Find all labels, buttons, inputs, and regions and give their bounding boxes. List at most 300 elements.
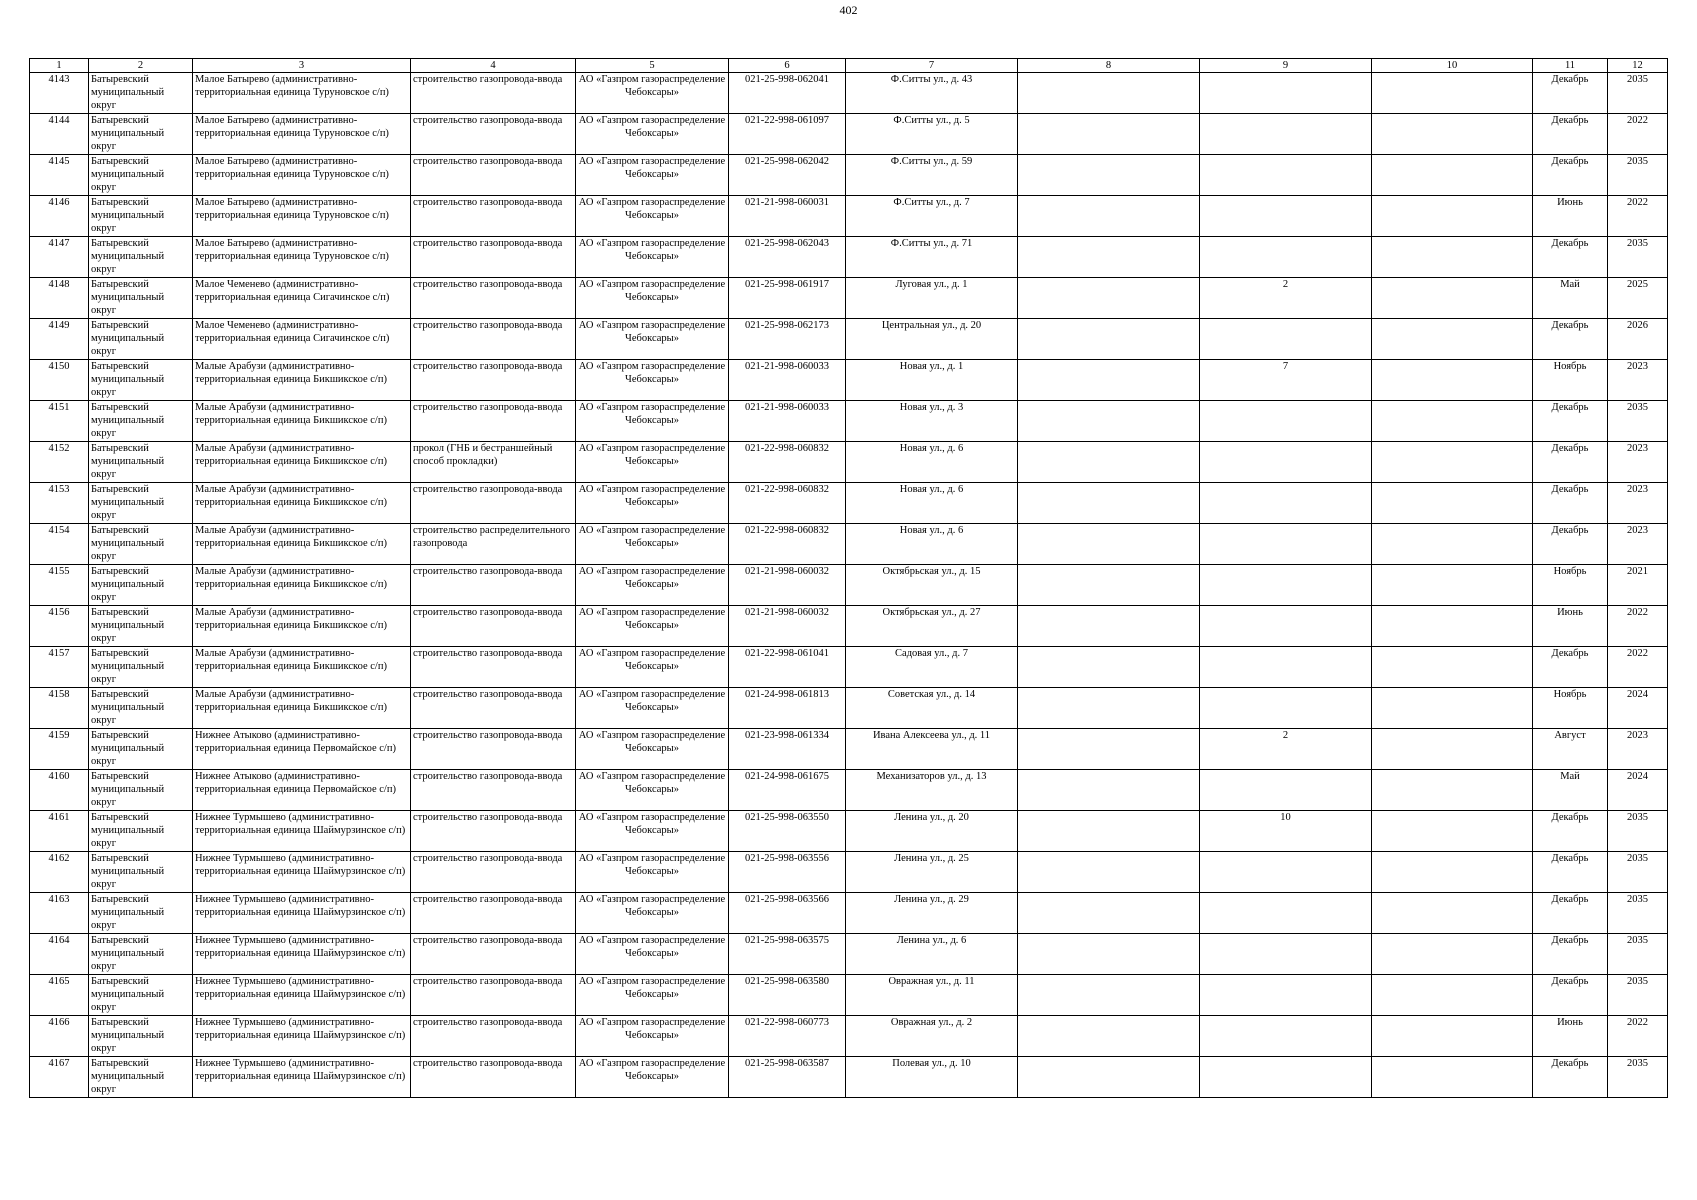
cell-row-number: 4157 (30, 647, 89, 688)
column-header-9: 9 (1200, 59, 1372, 73)
cell-year: 2022 (1608, 647, 1668, 688)
cell-work-type: строительство газопровода-ввода (411, 688, 576, 729)
cell-code: 021-21-998-060033 (729, 360, 846, 401)
cell-address: Новая ул., д. 1 (846, 360, 1018, 401)
table-row (30, 934, 1668, 975)
cell-col-9 (1200, 442, 1372, 483)
cell-code: 021-21-998-060031 (729, 196, 846, 237)
cell-settlement: Малые Арабузи (административно-территориальная единица Бикшикское с/п) (193, 401, 411, 442)
cell-address: Новая ул., д. 6 (846, 483, 1018, 524)
cell-organization: АО «Газпром газораспределение Чебоксары» (576, 647, 729, 688)
cell-district: Батыревский муниципальный округ (89, 893, 193, 934)
cell-code: 021-25-998-063580 (729, 975, 846, 1016)
cell-organization: АО «Газпром газораспределение Чебоксары» (576, 934, 729, 975)
cell-organization: АО «Газпром газораспределение Чебоксары» (576, 237, 729, 278)
cell-district: Батыревский муниципальный округ (89, 442, 193, 483)
cell-row-number: 4147 (30, 237, 89, 278)
cell-col-10 (1372, 237, 1533, 278)
cell-col-9 (1200, 852, 1372, 893)
cell-settlement: Малые Арабузи (административно-территориальная единица Бикшикское с/п) (193, 565, 411, 606)
table-row (30, 73, 1668, 114)
cell-row-number: 4165 (30, 975, 89, 1016)
cell-col-10 (1372, 852, 1533, 893)
cell-month: Декабрь (1533, 524, 1608, 565)
cell-address: Механизаторов ул., д. 13 (846, 770, 1018, 811)
cell-settlement: Малое Батырево (административно-территориальная единица Туруновское с/п) (193, 114, 411, 155)
cell-work-type: строительство распределительного газопровода (411, 524, 576, 565)
cell-code: 021-25-998-062173 (729, 319, 846, 360)
cell-address: Ленина ул., д. 6 (846, 934, 1018, 975)
cell-col-9 (1200, 1016, 1372, 1057)
cell-col-8 (1018, 1016, 1200, 1057)
cell-address: Полевая ул., д. 10 (846, 1057, 1018, 1098)
cell-row-number: 4144 (30, 114, 89, 155)
cell-district: Батыревский муниципальный округ (89, 237, 193, 278)
cell-settlement: Малые Арабузи (административно-территориальная единица Бикшикское с/п) (193, 483, 411, 524)
cell-col-9 (1200, 688, 1372, 729)
cell-col-8 (1018, 73, 1200, 114)
cell-col-10 (1372, 401, 1533, 442)
cell-month: Декабрь (1533, 73, 1608, 114)
cell-address: Ивана Алексеева ул., д. 11 (846, 729, 1018, 770)
cell-settlement: Малые Арабузи (административно-территориальная единица Бикшикское с/п) (193, 442, 411, 483)
table-row (30, 688, 1668, 729)
cell-col-8 (1018, 196, 1200, 237)
cell-col-8 (1018, 401, 1200, 442)
table-row (30, 606, 1668, 647)
cell-organization: АО «Газпром газораспределение Чебоксары» (576, 319, 729, 360)
cell-address: Ленина ул., д. 29 (846, 893, 1018, 934)
cell-organization: АО «Газпром газораспределение Чебоксары» (576, 401, 729, 442)
cell-month: Декабрь (1533, 401, 1608, 442)
cell-col-8 (1018, 852, 1200, 893)
table-row (30, 1016, 1668, 1057)
cell-district: Батыревский муниципальный округ (89, 401, 193, 442)
cell-address: Ленина ул., д. 20 (846, 811, 1018, 852)
cell-settlement: Малые Арабузи (административно-территориальная единица Бикшикское с/п) (193, 647, 411, 688)
cell-organization: АО «Газпром газораспределение Чебоксары» (576, 811, 729, 852)
cell-year: 2024 (1608, 770, 1668, 811)
cell-year: 2021 (1608, 565, 1668, 606)
cell-month: Декабрь (1533, 893, 1608, 934)
table-row (30, 483, 1668, 524)
table-row (30, 647, 1668, 688)
cell-col-8 (1018, 1057, 1200, 1098)
table-row (30, 893, 1668, 934)
cell-col-10 (1372, 360, 1533, 401)
cell-col-9 (1200, 114, 1372, 155)
cell-district: Батыревский муниципальный округ (89, 278, 193, 319)
cell-district: Батыревский муниципальный округ (89, 1057, 193, 1098)
cell-col-10 (1372, 278, 1533, 319)
cell-district: Батыревский муниципальный округ (89, 196, 193, 237)
cell-work-type: строительство газопровода-ввода (411, 729, 576, 770)
cell-col-9 (1200, 401, 1372, 442)
cell-col-10 (1372, 1016, 1533, 1057)
cell-col-10 (1372, 770, 1533, 811)
cell-code: 021-25-998-063566 (729, 893, 846, 934)
cell-col-10 (1372, 114, 1533, 155)
cell-col-9: 2 (1200, 729, 1372, 770)
cell-row-number: 4148 (30, 278, 89, 319)
cell-year: 2035 (1608, 893, 1668, 934)
cell-code: 021-25-998-063575 (729, 934, 846, 975)
cell-address: Новая ул., д. 3 (846, 401, 1018, 442)
cell-settlement: Нижнее Турмышево (административно-территориальная единица Шаймурзинское с/п) (193, 1016, 411, 1057)
cell-month: Декабрь (1533, 1057, 1608, 1098)
cell-work-type: строительство газопровода-ввода (411, 770, 576, 811)
cell-row-number: 4151 (30, 401, 89, 442)
cell-row-number: 4163 (30, 893, 89, 934)
table-row (30, 524, 1668, 565)
cell-col-9 (1200, 483, 1372, 524)
cell-code: 021-22-998-061097 (729, 114, 846, 155)
data-table (29, 58, 1668, 1098)
column-header-6: 6 (729, 59, 846, 73)
cell-address: Ленина ул., д. 25 (846, 852, 1018, 893)
cell-district: Батыревский муниципальный округ (89, 852, 193, 893)
cell-col-10 (1372, 729, 1533, 770)
cell-year: 2024 (1608, 688, 1668, 729)
cell-row-number: 4149 (30, 319, 89, 360)
cell-col-8 (1018, 237, 1200, 278)
cell-work-type: строительство газопровода-ввода (411, 73, 576, 114)
cell-col-10 (1372, 811, 1533, 852)
cell-row-number: 4153 (30, 483, 89, 524)
cell-row-number: 4164 (30, 934, 89, 975)
cell-col-8 (1018, 770, 1200, 811)
cell-code: 021-24-998-061813 (729, 688, 846, 729)
cell-col-10 (1372, 647, 1533, 688)
cell-month: Ноябрь (1533, 360, 1608, 401)
cell-year: 2035 (1608, 811, 1668, 852)
cell-organization: АО «Газпром газораспределение Чебоксары» (576, 155, 729, 196)
column-header-2: 2 (89, 59, 193, 73)
cell-month: Июнь (1533, 1016, 1608, 1057)
cell-settlement: Малое Батырево (административно-территориальная единица Туруновское с/п) (193, 237, 411, 278)
cell-address: Октябрьская ул., д. 27 (846, 606, 1018, 647)
cell-work-type: строительство газопровода-ввода (411, 155, 576, 196)
table-row (30, 319, 1668, 360)
table-row (30, 196, 1668, 237)
cell-col-10 (1372, 975, 1533, 1016)
cell-col-9 (1200, 934, 1372, 975)
cell-settlement: Нижнее Турмышево (административно-территориальная единица Шаймурзинское с/п) (193, 934, 411, 975)
cell-col-9: 10 (1200, 811, 1372, 852)
cell-district: Батыревский муниципальный округ (89, 524, 193, 565)
cell-year: 2035 (1608, 975, 1668, 1016)
cell-organization: АО «Газпром газораспределение Чебоксары» (576, 483, 729, 524)
cell-settlement: Нижнее Турмышево (административно-территориальная единица Шаймурзинское с/п) (193, 811, 411, 852)
cell-month: Ноябрь (1533, 565, 1608, 606)
cell-month: Декабрь (1533, 442, 1608, 483)
cell-settlement: Нижнее Турмышево (административно-территориальная единица Шаймурзинское с/п) (193, 975, 411, 1016)
cell-settlement: Нижнее Атыково (административно-территориальная единица Первомайское с/п) (193, 770, 411, 811)
cell-col-8 (1018, 606, 1200, 647)
cell-organization: АО «Газпром газораспределение Чебоксары» (576, 1016, 729, 1057)
cell-col-9 (1200, 196, 1372, 237)
table-body (30, 73, 1668, 1098)
cell-code: 021-21-998-060032 (729, 606, 846, 647)
cell-col-8 (1018, 811, 1200, 852)
cell-settlement: Малые Арабузи (административно-территориальная единица Бикшикское с/п) (193, 688, 411, 729)
cell-col-9 (1200, 524, 1372, 565)
cell-address: Садовая ул., д. 7 (846, 647, 1018, 688)
cell-organization: АО «Газпром газораспределение Чебоксары» (576, 975, 729, 1016)
header-row (30, 59, 1668, 73)
cell-district: Батыревский муниципальный округ (89, 1016, 193, 1057)
cell-organization: АО «Газпром газораспределение Чебоксары» (576, 360, 729, 401)
table-row (30, 975, 1668, 1016)
cell-code: 021-21-998-060033 (729, 401, 846, 442)
cell-organization: АО «Газпром газораспределение Чебоксары» (576, 278, 729, 319)
cell-address: Ф.Ситты ул., д. 43 (846, 73, 1018, 114)
cell-col-9 (1200, 565, 1372, 606)
cell-col-8 (1018, 483, 1200, 524)
cell-row-number: 4162 (30, 852, 89, 893)
cell-district: Батыревский муниципальный округ (89, 73, 193, 114)
cell-district: Батыревский муниципальный округ (89, 319, 193, 360)
column-header-3: 3 (193, 59, 411, 73)
table-row (30, 852, 1668, 893)
cell-year: 2023 (1608, 442, 1668, 483)
cell-district: Батыревский муниципальный округ (89, 606, 193, 647)
cell-code: 021-22-998-060832 (729, 524, 846, 565)
cell-year: 2035 (1608, 73, 1668, 114)
cell-district: Батыревский муниципальный округ (89, 483, 193, 524)
cell-work-type: строительство газопровода-ввода (411, 401, 576, 442)
cell-col-8 (1018, 647, 1200, 688)
cell-month: Декабрь (1533, 852, 1608, 893)
cell-year: 2035 (1608, 1057, 1668, 1098)
cell-year: 2035 (1608, 401, 1668, 442)
cell-month: Декабрь (1533, 975, 1608, 1016)
cell-month: Декабрь (1533, 647, 1608, 688)
cell-district: Батыревский муниципальный округ (89, 114, 193, 155)
cell-col-8 (1018, 688, 1200, 729)
cell-col-10 (1372, 196, 1533, 237)
cell-work-type: строительство газопровода-ввода (411, 975, 576, 1016)
cell-organization: АО «Газпром газораспределение Чебоксары» (576, 73, 729, 114)
cell-row-number: 4160 (30, 770, 89, 811)
column-header-1: 1 (30, 59, 89, 73)
cell-settlement: Нижнее Турмышево (административно-территориальная единица Шаймурзинское с/п) (193, 893, 411, 934)
cell-row-number: 4146 (30, 196, 89, 237)
cell-row-number: 4161 (30, 811, 89, 852)
cell-year: 2035 (1608, 934, 1668, 975)
cell-work-type: строительство газопровода-ввода (411, 565, 576, 606)
cell-col-8 (1018, 524, 1200, 565)
cell-settlement: Нижнее Турмышево (административно-территориальная единица Шаймурзинское с/п) (193, 1057, 411, 1098)
cell-col-10 (1372, 73, 1533, 114)
cell-address: Новая ул., д. 6 (846, 524, 1018, 565)
cell-col-10 (1372, 606, 1533, 647)
cell-settlement: Малое Чеменево (административно-территориальная единица Сигачинское с/п) (193, 278, 411, 319)
cell-code: 021-25-998-062041 (729, 73, 846, 114)
cell-row-number: 4159 (30, 729, 89, 770)
table-row (30, 360, 1668, 401)
cell-month: Декабрь (1533, 114, 1608, 155)
cell-settlement: Малое Батырево (административно-территориальная единица Туруновское с/п) (193, 73, 411, 114)
cell-col-8 (1018, 360, 1200, 401)
cell-year: 2035 (1608, 155, 1668, 196)
table-row (30, 770, 1668, 811)
cell-district: Батыревский муниципальный округ (89, 155, 193, 196)
cell-col-10 (1372, 893, 1533, 934)
cell-year: 2035 (1608, 852, 1668, 893)
cell-organization: АО «Газпром газораспределение Чебоксары» (576, 688, 729, 729)
table-header (30, 59, 1668, 73)
cell-col-8 (1018, 565, 1200, 606)
cell-address: Ф.Ситты ул., д. 71 (846, 237, 1018, 278)
cell-month: Декабрь (1533, 483, 1608, 524)
cell-work-type: строительство газопровода-ввода (411, 811, 576, 852)
cell-row-number: 4152 (30, 442, 89, 483)
cell-code: 021-22-998-060832 (729, 483, 846, 524)
column-header-7: 7 (846, 59, 1018, 73)
table-row (30, 1057, 1668, 1098)
cell-col-9: 2 (1200, 278, 1372, 319)
cell-month: Декабрь (1533, 811, 1608, 852)
cell-code: 021-25-998-062043 (729, 237, 846, 278)
cell-row-number: 4156 (30, 606, 89, 647)
cell-settlement: Малые Арабузи (административно-территориальная единица Бикшикское с/п) (193, 360, 411, 401)
cell-col-9 (1200, 770, 1372, 811)
cell-organization: АО «Газпром газораспределение Чебоксары» (576, 524, 729, 565)
cell-col-8 (1018, 155, 1200, 196)
cell-organization: АО «Газпром газораспределение Чебоксары» (576, 729, 729, 770)
column-header-8: 8 (1018, 59, 1200, 73)
cell-organization: АО «Газпром газораспределение Чебоксары» (576, 852, 729, 893)
cell-month: Май (1533, 278, 1608, 319)
cell-code: 021-25-998-063550 (729, 811, 846, 852)
cell-code: 021-22-998-060773 (729, 1016, 846, 1057)
cell-col-8 (1018, 114, 1200, 155)
table-row (30, 278, 1668, 319)
cell-work-type: строительство газопровода-ввода (411, 647, 576, 688)
cell-settlement: Малое Батырево (административно-территориальная единица Туруновское с/п) (193, 155, 411, 196)
cell-year: 2022 (1608, 196, 1668, 237)
cell-year: 2023 (1608, 360, 1668, 401)
cell-row-number: 4145 (30, 155, 89, 196)
cell-row-number: 4154 (30, 524, 89, 565)
table-row (30, 811, 1668, 852)
cell-col-10 (1372, 442, 1533, 483)
column-header-11: 11 (1533, 59, 1608, 73)
cell-district: Батыревский муниципальный округ (89, 688, 193, 729)
cell-organization: АО «Газпром газораспределение Чебоксары» (576, 1057, 729, 1098)
cell-month: Июнь (1533, 606, 1608, 647)
cell-col-10 (1372, 155, 1533, 196)
column-header-4: 4 (411, 59, 576, 73)
cell-work-type: строительство газопровода-ввода (411, 852, 576, 893)
cell-code: 021-25-998-063587 (729, 1057, 846, 1098)
cell-settlement: Нижнее Атыково (административно-территориальная единица Первомайское с/п) (193, 729, 411, 770)
cell-col-9 (1200, 155, 1372, 196)
cell-work-type: строительство газопровода-ввода (411, 196, 576, 237)
cell-month: Ноябрь (1533, 688, 1608, 729)
cell-col-8 (1018, 975, 1200, 1016)
cell-organization: АО «Газпром газораспределение Чебоксары» (576, 565, 729, 606)
cell-district: Батыревский муниципальный округ (89, 647, 193, 688)
cell-col-8 (1018, 442, 1200, 483)
cell-settlement: Малое Батырево (административно-территориальная единица Туруновское с/п) (193, 196, 411, 237)
page-number: 402 (839, 3, 858, 17)
cell-settlement: Нижнее Турмышево (административно-территориальная единица Шаймурзинское с/п) (193, 852, 411, 893)
cell-settlement: Малое Чеменево (административно-территориальная единица Сигачинское с/п) (193, 319, 411, 360)
cell-code: 021-23-998-061334 (729, 729, 846, 770)
cell-organization: АО «Газпром газораспределение Чебоксары» (576, 893, 729, 934)
cell-col-9 (1200, 606, 1372, 647)
cell-row-number: 4143 (30, 73, 89, 114)
cell-work-type: строительство газопровода-ввода (411, 237, 576, 278)
cell-col-9 (1200, 1057, 1372, 1098)
cell-col-10 (1372, 688, 1533, 729)
table-row (30, 401, 1668, 442)
cell-year: 2023 (1608, 524, 1668, 565)
cell-year: 2035 (1608, 237, 1668, 278)
cell-work-type: строительство газопровода-ввода (411, 278, 576, 319)
cell-work-type: строительство газопровода-ввода (411, 893, 576, 934)
cell-address: Луговая ул., д. 1 (846, 278, 1018, 319)
cell-row-number: 4150 (30, 360, 89, 401)
cell-district: Батыревский муниципальный округ (89, 729, 193, 770)
cell-month: Декабрь (1533, 237, 1608, 278)
cell-year: 2022 (1608, 114, 1668, 155)
column-header-10: 10 (1372, 59, 1533, 73)
cell-work-type: строительство газопровода-ввода (411, 606, 576, 647)
table-row (30, 237, 1668, 278)
cell-address: Центральная ул., д. 20 (846, 319, 1018, 360)
cell-code: 021-24-998-061675 (729, 770, 846, 811)
table-row (30, 565, 1668, 606)
cell-col-8 (1018, 278, 1200, 319)
cell-work-type: строительство газопровода-ввода (411, 934, 576, 975)
cell-month: Декабрь (1533, 155, 1608, 196)
cell-work-type: прокол (ГНБ и бестраншейный способ прокладки) (411, 442, 576, 483)
cell-district: Батыревский муниципальный округ (89, 770, 193, 811)
cell-col-9: 7 (1200, 360, 1372, 401)
cell-col-9 (1200, 975, 1372, 1016)
cell-row-number: 4166 (30, 1016, 89, 1057)
cell-col-9 (1200, 647, 1372, 688)
cell-address: Овражная ул., д. 11 (846, 975, 1018, 1016)
cell-work-type: строительство газопровода-ввода (411, 483, 576, 524)
cell-work-type: строительство газопровода-ввода (411, 1016, 576, 1057)
cell-col-10 (1372, 1057, 1533, 1098)
cell-col-8 (1018, 934, 1200, 975)
cell-col-8 (1018, 729, 1200, 770)
cell-organization: АО «Газпром газораспределение Чебоксары» (576, 770, 729, 811)
cell-district: Батыревский муниципальный округ (89, 565, 193, 606)
cell-col-10 (1372, 565, 1533, 606)
cell-district: Батыревский муниципальный округ (89, 934, 193, 975)
cell-code: 021-25-998-061917 (729, 278, 846, 319)
cell-organization: АО «Газпром газораспределение Чебоксары» (576, 442, 729, 483)
cell-col-9 (1200, 237, 1372, 278)
cell-month: Август (1533, 729, 1608, 770)
cell-work-type: строительство газопровода-ввода (411, 114, 576, 155)
cell-col-9 (1200, 319, 1372, 360)
cell-code: 021-25-998-062042 (729, 155, 846, 196)
cell-work-type: строительство газопровода-ввода (411, 1057, 576, 1098)
cell-address: Октябрьская ул., д. 15 (846, 565, 1018, 606)
cell-code: 021-22-998-061041 (729, 647, 846, 688)
cell-year: 2022 (1608, 1016, 1668, 1057)
cell-district: Батыревский муниципальный округ (89, 360, 193, 401)
cell-month: Май (1533, 770, 1608, 811)
cell-col-9 (1200, 893, 1372, 934)
